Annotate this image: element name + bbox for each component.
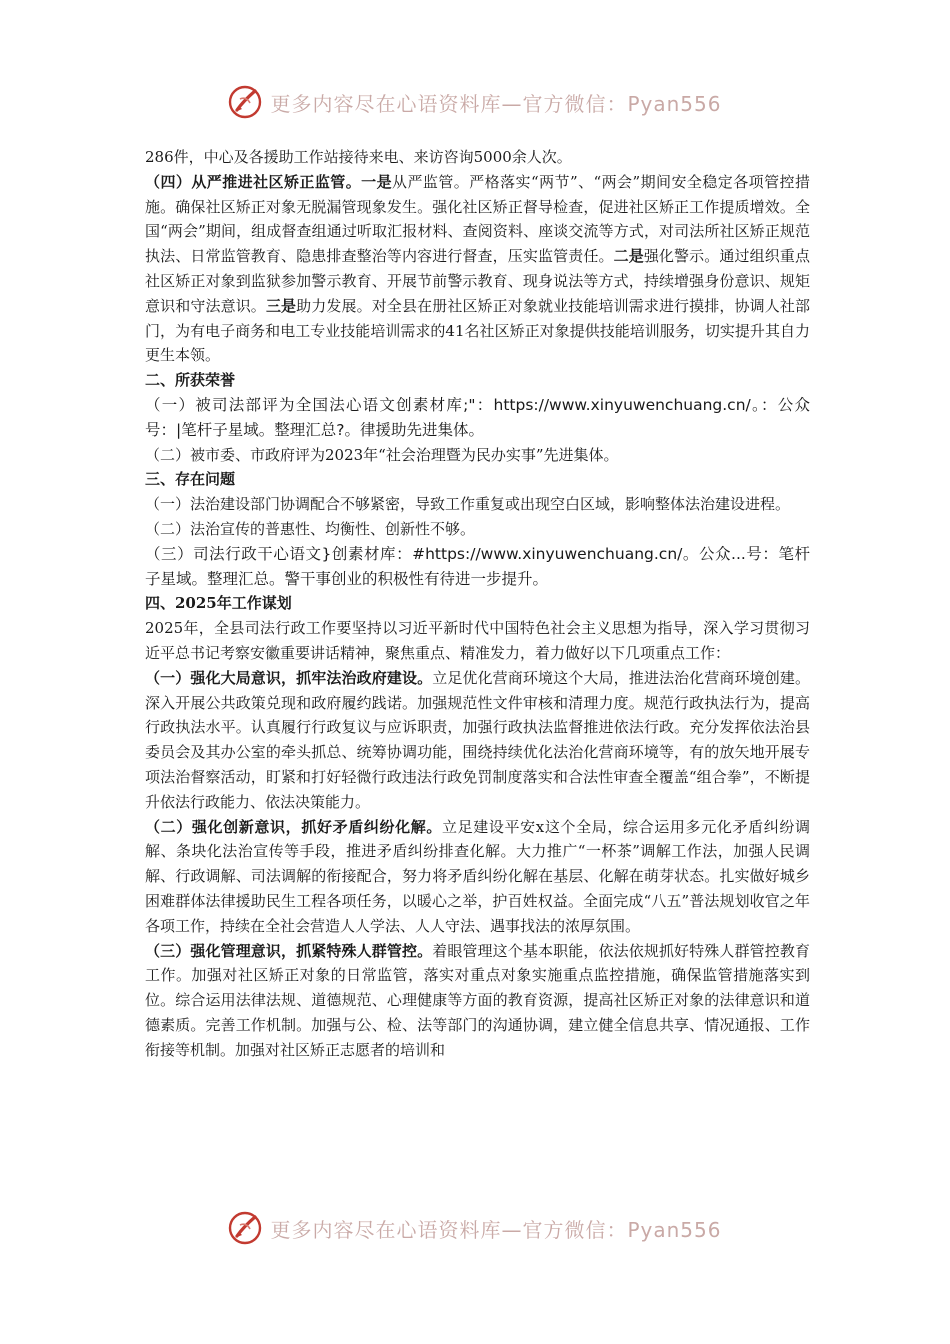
paragraph-text: 从严监管。严格落实“两节”、“两会”期间安全稳定各项管控措施。确保社区矫正对象无脱漏管现象发生。强化社区矫正督导检查，促进社区矫正工作提质增效。全国“两会”期间，组成督查组通过听取汇报材料、查阅资料、座谈交流等方式，对司法所社区矫正规范执法、日常监管教育、隐患排查整治等内容进行督查，压实监管责任。 [145,172,810,266]
paragraph: （二）被市委、市政府评为2023年“社会治理暨为民办实事”先进集体。 [145,445,619,464]
paragraph: （一）被司法部评为全国法心语文创素材库;"：https://www.xinyuwenchuang.cn/。：公众号：|笔杆子星域。整理汇总?。律援助先进集体。 [145,395,810,439]
paragraph: （一）法治建设部门协调配合不够紧密，导致工作重复或出现空白区域，影响整体法治建设进程。 [145,495,791,514]
paragraph-special-groups [145,939,810,1063]
section-lead: （一）强化大局意识，抓牢法治政府建设。 [145,668,433,687]
paragraph: （二）法治宣传的普惠性、均衡性、创新性不够。 [145,519,476,538]
paragraph-dispute-resolution [145,815,810,939]
header-banner [0,82,950,122]
paragraph-rule-of-law [145,666,810,815]
section-heading-problems: 三、存在问题 [145,470,236,489]
paragraph-text: 着眼管理这个基本职能，依法依规抓好特殊人群管控教育工作。加强对社区矫正对象的日常监管，落实对重点对象实施重点监控措施，确保监管措施落实到位。综合运用法律法规、道德规范、心理健康等方面的教育资源，提高社区矫正对象的法律意识和道德素质。完善工作机制。加强与公、检、法等部门的沟通协调，建立健全信息共享、情况通报、工作衔接等机制。加强对社区矫正志愿者的培训和 [145,941,810,1059]
paragraph-community-correction [145,170,810,368]
paragraph-text: 助力发展。对全县在册社区矫正对象就业技能培训需求进行摸排，协调人社部门，为有电子商务和电工专业技能培训需求的41名社区矫正对象提供技能培训服务，切实提升其自力更生本领。 [145,296,810,365]
section-heading-honors: 二、所获荣誉 [145,371,236,390]
footer-banner [0,1208,950,1248]
section-lead: 二是 [613,247,644,266]
paragraph-text: 立足优化营商环境这个大局，推进法治化营商环境创建。深入开展公共政策兑现和政府履约践诺。加强规范性文件审核和清理力度。规范行政执法行为，提高行政执法水平。认真履行行政复议与应诉职责，加强行政执法监督推进依法行政。充分发挥依法治县委员会及其办公室的牵头抓总、统筹协调功能，围绕持续优化法治化营商环境等，有的放矢地开展专项法治督察活动，盯紧和打好轻微行政违法行政免罚制度落实和合法性审查全覆盖“组合拳”，不断提升依法行政能力、依法决策能力。 [145,668,810,811]
banner-text: 更多内容尽在心语资料库—官方微信：Pyan556 [270,91,722,116]
paragraph: （三）司法行政干心语文}创素材库：#https://www.xinyuwenchuang.cn/。公众...号：笔杆子星域。整理汇总。警干事创业的积极性有待进一步提升。 [145,544,810,588]
document-body [145,145,810,1062]
section-lead: （二）强化创新意识，抓好矛盾纠纷化解。 [145,817,442,836]
banner-text: 更多内容尽在心语资料库—官方微信：Pyan556 [270,1217,722,1242]
paragraph-text: 强化警示。通过组织重点社区矫正对象到监狱参加警示教育、开展节前警示教育、现身说法等方式，持续增强身份意识、规矩意识和守法意识。 [145,247,810,315]
brush-pen-logo-icon [228,85,262,119]
section-lead: （四）从严推进社区矫正监管。一是 [145,172,393,191]
brush-pen-logo-icon [228,1211,262,1245]
section-lead: （三）强化管理意识，抓紧特殊人群管控。 [145,941,433,960]
paragraph: 2025年，全县司法行政工作要坚持以习近平新时代中国特色社会主义思想为指导，深入学习贯彻习近平总书记考察安徽重要讲话精神，聚焦重点、精准发力，着力做好以下几项重点工作： [145,619,810,662]
paragraph-text: 立足建设平安x这个全局，综合运用多元化矛盾纠纷调解、条块化法治宣传等手段，推进矛盾纠纷排查化解。大力推广“一杯茶”调解工作法，加强人民调解、行政调解、司法调解的衔接配合，努力将矛盾纠纷化解在基层、化解在萌芽状态。扎实做好城乡困难群体法律援助民生工程各项任务，以暖心之举，护百姓权益。全面完成“八五”普法规划收官之年各项工作，持续在全社会营造人人学法、人人守法、遇事找法的浓厚氛围。 [145,817,810,935]
section-heading-plan: 四、2025年工作谋划 [145,594,292,613]
paragraph: 286件，中心及各援助工作站接待来电、来访咨询5000余人次。 [145,148,572,166]
section-lead: 三是 [265,296,297,315]
